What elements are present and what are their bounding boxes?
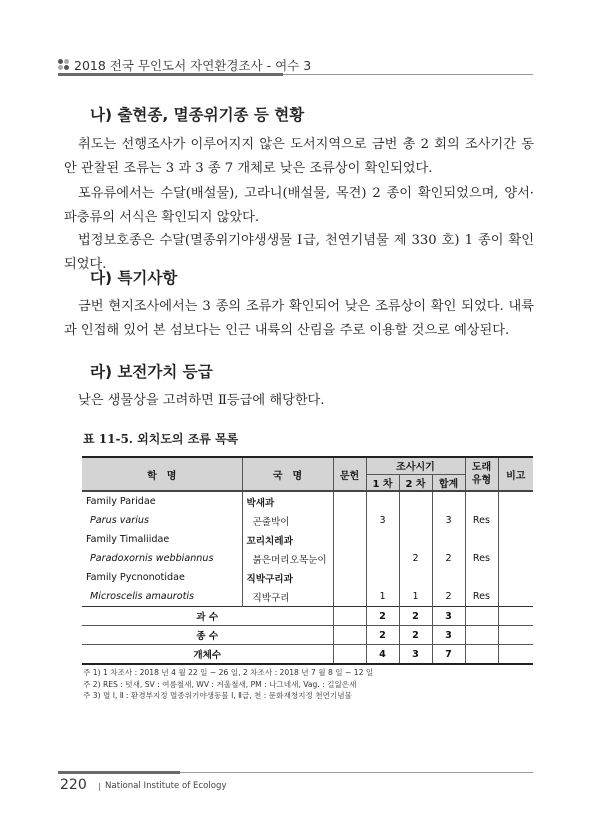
korean-name-cell: 붉은머리오목눈이: [242, 549, 333, 568]
second-survey-cell: 1: [399, 587, 432, 607]
bird-list-table: [82, 456, 533, 665]
literature-cell: [333, 626, 366, 645]
table-notes: [83, 667, 373, 702]
arrival-type-cell: [465, 626, 498, 645]
header-total: 합계: [432, 474, 465, 491]
remarks-cell: [498, 491, 533, 511]
scientific-name-cell: Family Timaliidae: [86, 534, 170, 545]
header-survey-period: 조사시기: [366, 457, 465, 474]
footer-rule-thin: [180, 772, 533, 773]
total-cell: 2: [432, 587, 465, 607]
summary-second-cell: 3: [399, 645, 432, 665]
remarks-cell: [498, 568, 533, 587]
total-cell: [432, 568, 465, 587]
total-cell: 3: [432, 511, 465, 530]
header-arrival-type: 도래 유형: [465, 457, 498, 491]
header-remarks: 비고: [498, 457, 533, 491]
arrival-type-cell: [465, 568, 498, 587]
footer-rule-thick: [58, 771, 180, 774]
family-row: [82, 568, 533, 587]
section-heading-species-status: 나) 출현종, 멸종위기종 등 현황: [90, 106, 305, 124]
first-survey-cell: [366, 568, 399, 587]
total-cell: 2: [432, 549, 465, 568]
scientific-name-cell: Family Paridae: [86, 496, 156, 507]
second-survey-cell: 2: [399, 549, 432, 568]
paragraph-text: 취도는 선행조사가 이루어지지 않은 도서지역으로 금번 총 2 회의 조사기간 동안 관찰된 조류는 3 과 3 종 7 개체로 낮은 조류상이 확인되었다.: [64, 137, 534, 176]
arrival-type-cell: Res: [465, 587, 498, 607]
remarks-cell: [498, 587, 533, 607]
summary-label: 과 수: [82, 607, 333, 626]
family-row: [82, 491, 533, 511]
summary-row: [82, 645, 533, 665]
literature-cell: [333, 491, 366, 511]
first-survey-cell: 3: [366, 511, 399, 530]
header-korean-name: 국 명: [242, 457, 333, 491]
summary-second-cell: 2: [399, 626, 432, 645]
korean-name-cell: 꼬리치레과: [242, 530, 333, 549]
arrival-type-cell: Res: [465, 511, 498, 530]
korean-name-cell: 직박구리: [242, 587, 333, 607]
summary-label: 개체수: [82, 645, 333, 665]
total-cell: [432, 491, 465, 511]
paragraph: [64, 182, 534, 230]
literature-cell: [333, 511, 366, 530]
arrival-type-cell: [465, 530, 498, 549]
summary-second-cell: 2: [399, 607, 432, 626]
section-heading-conservation-grade: 라) 보전가치 등급: [90, 363, 213, 381]
first-survey-cell: [366, 530, 399, 549]
literature-cell: [333, 549, 366, 568]
literature-cell: [333, 568, 366, 587]
table-caption: 표 11-5. 외치도의 조류 목록: [83, 432, 239, 446]
arrival-type-cell: Res: [465, 549, 498, 568]
remarks-cell: [498, 607, 533, 626]
paragraph-text: 법정보호종은 수달(멸종위기야생생물 Ⅰ급, 천연기념물 제 330 호) 1 종이 확인되었다.: [64, 233, 534, 272]
korean-name-cell: 박새과: [242, 491, 333, 511]
korean-name-cell: 직박구리과: [242, 568, 333, 587]
second-survey-cell: [399, 511, 432, 530]
literature-cell: [333, 645, 366, 665]
arrival-type-cell: [465, 607, 498, 626]
summary-first-cell: 2: [366, 607, 399, 626]
arrival-type-cell: [465, 645, 498, 665]
scientific-name-cell: Parus varius: [90, 515, 149, 526]
paragraph-text: 포유류에서는 수달(배설물), 고라니(배설물, 목견) 2 종이 확인되었으며, 양서·파충류의 서식은 확인되지 않았다.: [64, 186, 534, 225]
literature-cell: [333, 530, 366, 549]
paragraph-text: 낮은 생물상을 고려하면 Ⅱ등급에 해당한다.: [78, 393, 325, 408]
remarks-cell: [498, 626, 533, 645]
header-first-survey: 1 차: [366, 474, 399, 491]
summary-first-cell: 4: [366, 645, 399, 665]
summary-first-cell: 2: [366, 626, 399, 645]
first-survey-cell: 1: [366, 587, 399, 607]
literature-cell: [333, 587, 366, 607]
summary-row: [82, 626, 533, 645]
paragraph: [64, 295, 534, 343]
note-1: 주 1) 1 차조사 : 2018 년 4 월 22 일 ~ 26 일, 2 차조사 : 2018 년 7 월 8 일 ~ 12 일: [83, 668, 374, 677]
second-survey-cell: [399, 568, 432, 587]
species-row: [82, 587, 533, 607]
note-2: 주 2) RES : 텃새, SV : 여름철새, WV : 겨울철새, PM : 나그네새, Vag. : 길잃은새: [83, 679, 357, 689]
header-scientific-name: 학 명: [82, 457, 242, 491]
arrival-type-cell: [465, 491, 498, 511]
summary-total-cell: 3: [432, 626, 465, 645]
page-number: 220: [60, 777, 87, 793]
total-cell: [432, 530, 465, 549]
section-heading-special-notes: 다) 특기사항: [90, 269, 178, 287]
note-3: 주 3) 멸 Ⅰ, Ⅱ : 환경부지정 멸종위기야생동물 Ⅰ, Ⅱ급, 천 : 문화재청지정 천연기념물: [83, 691, 352, 700]
first-survey-cell: [366, 549, 399, 568]
scientific-name-cell: Microscelis amaurotis: [90, 591, 195, 602]
paragraph: [64, 389, 534, 413]
summary-total-cell: 3: [432, 607, 465, 626]
remarks-cell: [498, 549, 533, 568]
remarks-cell: [498, 511, 533, 530]
running-header-title: 2018 전국 무인도서 자연환경조사 - 여수 3: [74, 58, 312, 73]
footer-separator: |: [98, 782, 101, 791]
remarks-cell: [498, 645, 533, 665]
species-row: [82, 511, 533, 530]
literature-cell: [333, 607, 366, 626]
footer-organization: National Institute of Ecology: [105, 781, 227, 791]
header-second-survey: 2 차: [399, 474, 432, 491]
second-survey-cell: [399, 530, 432, 549]
second-survey-cell: [399, 491, 432, 511]
summary-row: [82, 607, 533, 626]
summary-total-cell: 7: [432, 645, 465, 665]
korean-name-cell: 곤줄박이: [242, 511, 333, 530]
family-row: [82, 530, 533, 549]
scientific-name-cell: Paradoxornis webbiannus: [90, 553, 214, 564]
paragraph: [64, 133, 534, 181]
species-row: [82, 549, 533, 568]
summary-label: 종 수: [82, 626, 333, 645]
remarks-cell: [498, 530, 533, 549]
header-rule-thick: [58, 73, 283, 76]
four-dots-icon: [58, 59, 70, 71]
first-survey-cell: [366, 491, 399, 511]
header-literature: 문헌: [333, 457, 366, 491]
header-rule-thin: [283, 74, 533, 75]
scientific-name-cell: Family Pycnonotidae: [86, 572, 185, 583]
paragraph-text: 금번 현지조사에서는 3 종의 조류가 확인되어 낮은 조류상이 확인 되었다. 내륙과 인접해 있어 본 섬보다는 인근 내륙의 산림을 주로 이용할 것으로 예상된다.: [64, 299, 534, 338]
